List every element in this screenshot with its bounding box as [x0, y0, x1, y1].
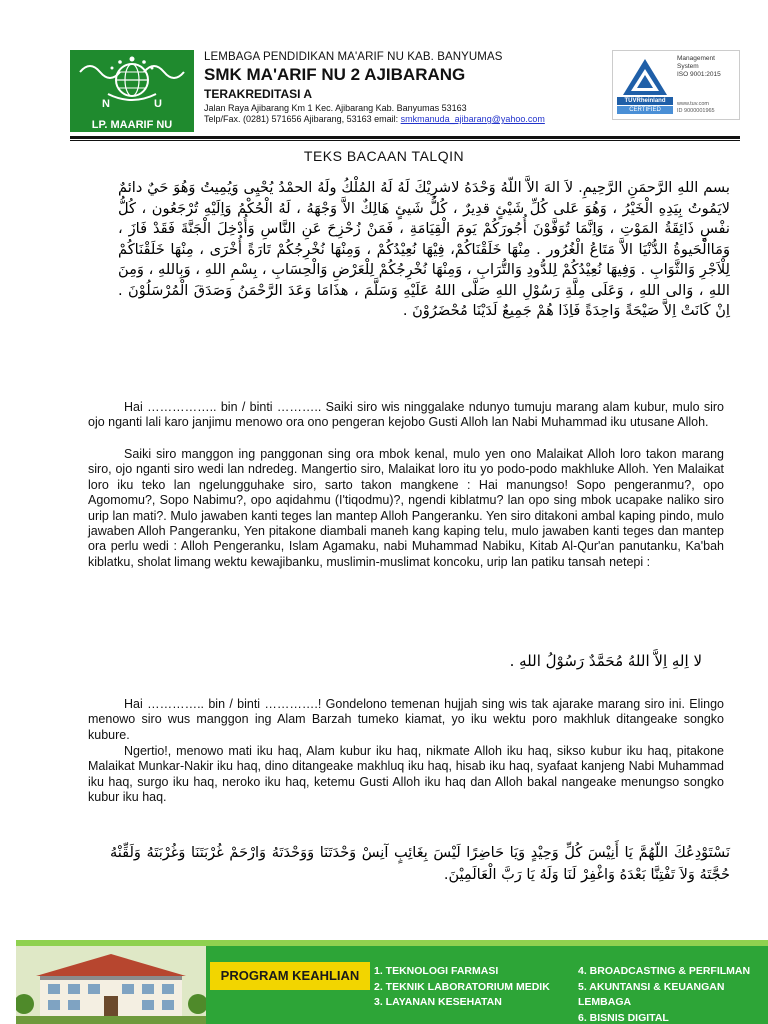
- cert-description: [677, 55, 739, 79]
- paragraph-1: [88, 400, 724, 431]
- logo-caption: LP. MAARIF NU: [70, 118, 194, 132]
- program-list-right: [578, 964, 768, 1024]
- cert-line: System: [677, 63, 699, 70]
- school-contact: [204, 114, 634, 125]
- accreditation: TERAKREDITASI A: [204, 87, 312, 101]
- arabic-opening-text: بسم اللهِ الرَّحمَنِ الرَّحِيمِ. لاَ الهَ الاَّ اللّهُ وَحْدَهُ لاشرِيْكَ لَهُ لَهُ المُلْكُ ولَهُ الحمْدُ يُحْيِى وَيُمِيتُ وَهُوَ حَيٌ دائمٌ لايَمُوتُ بِيَدِهِ الْخَيْرُ ، وَهُوَ عَلى كُلِّ شَيْئٍ قدِيرٌ ، كُلُّ شَيئٍ هَالِكٌ الاَّ وَجْهَهُ ، لَهُ الْحُكْمُ وَاِلَيْهِ تُرْجَعُون ، كُلُّ نفْسٍ ذَائِقَةُ المَوْتِ ، وَاِنَّمَا تُوَفَّوْنَ أُجُورَكُمْ يَومَ الْقِيَامَةِ ، فَمَنْ زُحْزِحَ عَنِ النَّاسِ وَأُدْخِلَ الْجَنَّةَ فَقَدْ فَازَ ، وَمَاالْحَيوةُ الدُّنْيَا الاَّ مَتَاعُ الْغُرُور . مِنْهَا خَلَقْنَاكُمْ، فِيْهَا نُعِيْدُكُمْ ، وَمِنْهَا نُخْرِجُكُمْ تَارَةً أُخْرَى ، مِنْهَا خَلَقْنَاكُمْ لِلْاَجْرِ وَالثَّوَابِ . وَفِيهَا نُعِيْدُكُمْ لِلدُّودِ وَالتُّرَابِ ، وَمِنْهَا نُخْرِجُكُمْ لِلْعَرْضِ وَالْحِسَابِ ، بِسْمِ اللهِ ، وَبِاللهِ ، وَمِنَ اللهِ ، وَالى اللهِ ، وَعَلَى مِلَّةِ رَسُوْلِ اللهِ صَلَّى اللهُ عَلَيْهِ وَسَلَّمَ ، هذَامَا وَعَدَ الرَّحْمَنُ وَصَدَقَ الْمُرْسَلُوْنَ . اِنْ كَانَتْ اِلاَّ صَيْحَةً وَاحِدَةً فَاِذَا هُمْ جَمِيعٌ لَدَيْنَا مُحْضَرُوْنَ .: [118, 179, 730, 319]
- paragraph-4: [88, 744, 724, 806]
- school-name: SMK MA'ARIF NU 2 AJIBARANG: [204, 65, 466, 84]
- tuv-certified: CERTIFIED: [629, 107, 661, 113]
- institution-name: LEMBAGA PENDIDIKAN MA'ARIF NU KAB. BANYUMAS: [204, 51, 503, 63]
- paragraph-3-text: Hai ………….. bin / binti ………….! Gondelono temenan hujjah sing wis tak ajarake marang siro ini. Elingo menowo siro wus manggon ing Alam Barzah tumeko kiamat, yo iku wektu poro makhluk ditangeake songko kubure.: [88, 697, 724, 742]
- logo-letter-u: U: [154, 98, 162, 110]
- nu-emblem-icon: [70, 50, 194, 118]
- tuv-name: TÜVRheinland: [624, 98, 666, 104]
- contact-phone: Telp/Fax. (0281) 571656 Ajibarang, 53163 email:: [204, 114, 401, 124]
- email-link[interactable]: smkmanuda_ajibarang@yahoo.com: [400, 114, 545, 124]
- school-identity: [204, 50, 634, 125]
- cert-number: ID 9000001965: [677, 108, 715, 114]
- school-building-icon: [16, 946, 206, 1024]
- program-item: 6. BISNIS DIGITAL: [578, 1011, 669, 1024]
- cert-id: [677, 101, 739, 115]
- paragraph-4-text: Ngertio!, menowo mati iku haq, Alam kubur iku haq, nikmate Alloh iku haq, sikso kubur iku haq, pitakone Malaikat Munkar-Nakir iku haq, dino ditangeake makhluq iku haq, hisab iku haq, syafaat kanjeng Nabi Muhammad iku haq, surgo iku haq, neroko iku haq, ketemu Gusti Alloh iku haq dan Alloh bakal nangeake menungso songko kubur iku haq.: [88, 744, 724, 805]
- program-item: 5. AKUNTANSI & KEUANGAN LEMBAGA: [578, 980, 725, 1008]
- paragraph-3: [88, 697, 724, 743]
- nu-logo: [70, 50, 194, 132]
- cert-url: www.tuv.com: [677, 101, 709, 107]
- program-item: 4. BROADCASTING & PERFILMAN: [578, 965, 751, 977]
- header-divider-thin: [70, 140, 740, 141]
- program-item: 3. LAYANAN KESEHATAN: [374, 996, 502, 1008]
- letterhead: [70, 50, 740, 132]
- paragraph-1-text: Hai …………….. bin / binti ……….. Saiki siro wis ninggalake ndunyo tumuju marang alam kubur, mulo siro ojo nganti lali karo janjimu menowo ora ono pengeran kejobo Gusti Alloh lan Nabi Muhammad iku utusane Alloh.: [88, 400, 724, 430]
- cert-line: Management: [677, 55, 715, 62]
- school-address: Jalan Raya Ajibarang Km 1 Kec. Ajibarang Kab. Banyumas 53163: [204, 103, 467, 113]
- iso-certification: [612, 50, 740, 120]
- program-item: 1. TEKNOLOGI FARMASI: [374, 965, 499, 977]
- program-label: PROGRAM KEAHLIAN: [210, 962, 370, 990]
- paragraph-2: [88, 447, 724, 570]
- school-building-image: [16, 946, 206, 1024]
- arabic-shahada: لا اِلهِ اِلاَّ اللهُ مُحَمَّدٌ رَسُوْلُ اللهِ .: [509, 652, 702, 670]
- paragraph-2-text: Saiki siro manggon ing panggonan sing ora mbok kenal, mulo yen ono Malaikat Alloh loro takon marang siro, ojo nganti siro wedi lan ndredeg. Mangertio siro, Malaikat loro itu yo podo-podo makhluke Alloh. Yen Malaikat loro iku teko lan ngelungguhake siro, sarto takon mangkene : Hai manungso! Sopo pengeranmu?, opo Agomomu?, Sopo Nabimu?, opo aqidahmu (I'tiqodmu)?, ngendi kiblatmu? lan opo sing mbok ucapake naliko siro urip lan mati?. Mulo jawaben kanti teges lan mantep Alloh Pangeranku. Yen siro ditakoni ambal kaping pindo, mulo jawaben Alloh Pangeranku, Yen pitakone diambali maneh kang kaping telu, mulo jawaben kanti teges dan mantep ora perlu wedi : Alloh Pengeranku, Islam Agamaku, nabi Muhammad Nabiku, Kitab Al-Qur'an panutanku, Ka'bah kiblatku, sholat limang wektu kewajibanku, muslimin-muslimat koncoku, urip lan patiku tansah netepi :: [88, 447, 724, 569]
- header-divider: [70, 136, 740, 139]
- program-banner: [16, 940, 768, 1024]
- cert-line: ISO 9001:2015: [677, 71, 721, 78]
- document-title: TEKS BACAAN TALQIN: [303, 148, 465, 164]
- logo-letter-n: N: [102, 98, 110, 110]
- program-list-left: [374, 964, 574, 1011]
- program-item: 2. TEKNIK LABORATORIUM MEDIK: [374, 980, 550, 993]
- arabic-closing-prayer: نَسْتَوْدِعُكَ اللّهُمَّ يَا أَنِيْسَ كُلِّ وَحِيْدٍ وَيَا حَاضِرًا لَيْسَ بِغَائِبٍ آنِسْ وَحْدَتَنَا وَوَحْدَتَهُ وَارْحَمْ غُرْبَتَنَا وَغُرْبَتَهُ وَلَقِّنْهُ حُجَّتَهُ وَلاَ تَفْتِنَّا بَعْدَهُ وَاغْفِرْ لَنَا وَلَهُ يَا رَبَّ الْعَالَمِيْنَ.: [110, 845, 730, 883]
